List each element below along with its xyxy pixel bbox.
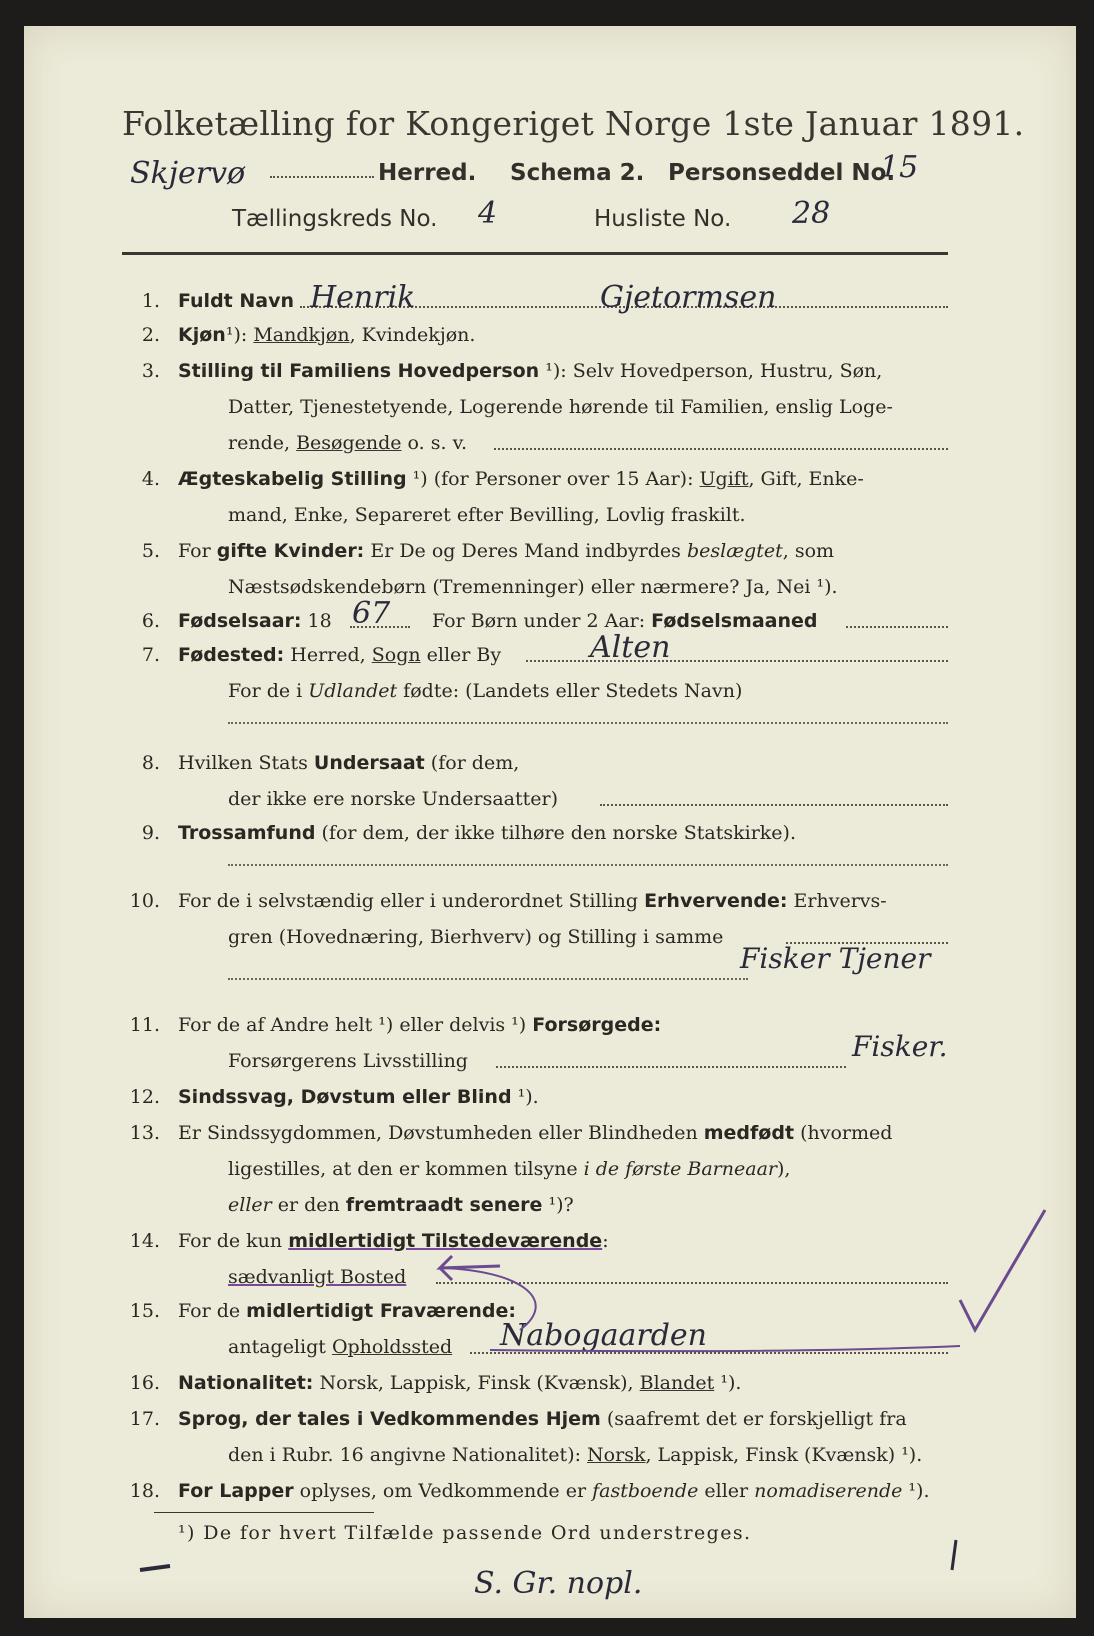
item-14-line2: sædvanligt Bosted [228,1266,407,1288]
herred-handwritten: Skjervø [130,156,246,191]
item-13-line3: eller er den fremtraadt senere ¹)? [228,1194,574,1216]
item-number: 10. [129,890,160,912]
schema-label: Schema 2. [510,160,645,186]
signature: S. Gr. nopl. [474,1566,643,1601]
check-mark-icon [960,1210,1045,1330]
item-13-line1: Er Sindssygdommen, Døvstumheden eller Blindheden medfødt (hvormed [178,1122,893,1144]
birthplace-handwritten: Alten [590,630,671,665]
item-6-month-text: For Børn under 2 Aar: Fødselsmaaned [432,610,818,632]
item-4-line2: mand, Enke, Separeret efter Bevilling, Lovlig fraskilt. [228,504,746,526]
husliste-number: 28 [792,196,831,231]
item-3-line1: Stilling til Familiens Hovedperson ¹): Selv Hovedperson, Hustru, Søn, [178,360,883,382]
ink-dash-icon [140,1566,170,1570]
occupation-handwritten: Fisker Tjener [740,942,931,975]
item-11-line1: For de af Andre helt ¹) eller delvis ¹) Forsørgede: [178,1014,662,1036]
item-7-line1: Fødested: Herred, Sogn eller By [178,644,502,666]
item-17-line1: Sprog, der tales i Vedkommendes Hjem (saafremt det er forskjelligt fra [178,1408,907,1430]
purple-underline-icon [490,1346,960,1351]
item-number: 16. [129,1372,160,1394]
item-number: 8. [141,752,160,774]
provider-handwritten: Fisker. [852,1030,948,1063]
form-title: Folketælling for Kongeriget Norge 1ste Januar 1891. [122,104,1025,143]
footnote: ¹) De for hvert Tilfælde passende Ord understreges. [178,1522,752,1544]
item-number: 15. [129,1300,160,1322]
item-3-line3: rende, Besøgende o. s. v. [228,432,468,454]
item-6-line: Fødselsaar: 18 [178,610,332,632]
item-number: 18. [129,1480,160,1502]
item-7-line2: For de i Udlandet fødte: (Landets eller Stedets Navn) [228,680,743,702]
husliste-label: Husliste No. [594,206,732,232]
birth-year-handwritten: 67 [352,596,391,631]
personseddel-number: 15 [880,150,919,185]
item-11-line2: Forsørgerens Livsstilling [228,1050,468,1072]
item-number: 14. [129,1230,160,1252]
last-name-handwritten: Gjetormsen [600,280,777,315]
item-number: 4. [141,468,160,490]
item-5-line2: Næstsødskendebørn (Tremenninger) eller nærmere? Ja, Nei ¹). [228,576,838,598]
item-number: 3. [141,360,160,382]
item-17-line2: den i Rubr. 16 angivne Nationalitet): Norsk, Lappisk, Finsk (Kvænsk) ¹). [228,1444,923,1466]
item-18-line: For Lapper oplyses, om Vedkommende er fastboende eller nomadiserende ¹). [178,1480,930,1502]
item-10-line1: For de i selvstændig eller i underordnet Stilling Erhvervende: Erhvervs- [178,890,887,912]
ink-tick-icon [952,1540,956,1570]
herred-label: Herred. [378,160,477,186]
item-number: 13. [129,1122,160,1144]
item-14-line1: For de kun midlertidigt Tilstedeværende: [178,1230,609,1252]
item-number: 12. [129,1086,160,1108]
personseddel-label: Personseddel No. [668,160,896,186]
item-12-line: Sindssvag, Døvstum eller Blind ¹). [178,1086,539,1108]
item-16-line: Nationalitet: Norsk, Lappisk, Finsk (Kvænsk), Blandet ¹). [178,1372,742,1394]
item-8-line1: Hvilken Stats Undersaat (for dem, [178,752,520,774]
item-5-line1: For gifte Kvinder: Er De og Deres Mand indbyrdes beslægtet, som [178,540,835,562]
item-15-line2: antageligt Opholdssted [228,1336,453,1358]
item-1-label: Fuldt Navn [178,290,295,312]
item-number: 17. [129,1408,160,1430]
item-9-line: Trossamfund (for dem, der ikke tilhøre den norske Statskirke). [178,822,796,844]
item-number: 2. [141,324,160,346]
residence-handwritten: Nabogaarden [500,1318,707,1353]
item-number: 9. [141,822,160,844]
taellingskreds-label: Tællingskreds No. [232,206,438,232]
item-number: 11. [129,1014,160,1036]
item-15-line1: For de midlertidigt Fraværende: [178,1300,516,1322]
item-4-line1: Ægteskabelig Stilling ¹) (for Personer over 15 Aar): Ugift, Gift, Enke- [178,468,864,490]
item-number: 6. [141,610,160,632]
taellingskreds-number: 4 [478,196,498,231]
item-3-line2: Datter, Tjenestetyende, Logerende hørende til Familien, enslig Loge- [228,396,893,418]
item-number: 5. [141,540,160,562]
arrow-curve-icon [440,1268,536,1330]
item-10-line2: gren (Hovednæring, Bierhverv) og Stilling i samme [228,926,724,948]
item-8-line2: der ikke ere norske Undersaatter) [228,788,558,810]
item-13-line2: ligestilles, at den er kommen tilsyne i de første Barneaar), [228,1158,791,1180]
first-name-handwritten: Henrik [310,280,416,315]
item-number: 1. [141,290,160,312]
item-number: 7. [141,644,160,666]
item-2-text: Kjøn¹): Mandkjøn, Kvindekjøn. [178,324,476,346]
